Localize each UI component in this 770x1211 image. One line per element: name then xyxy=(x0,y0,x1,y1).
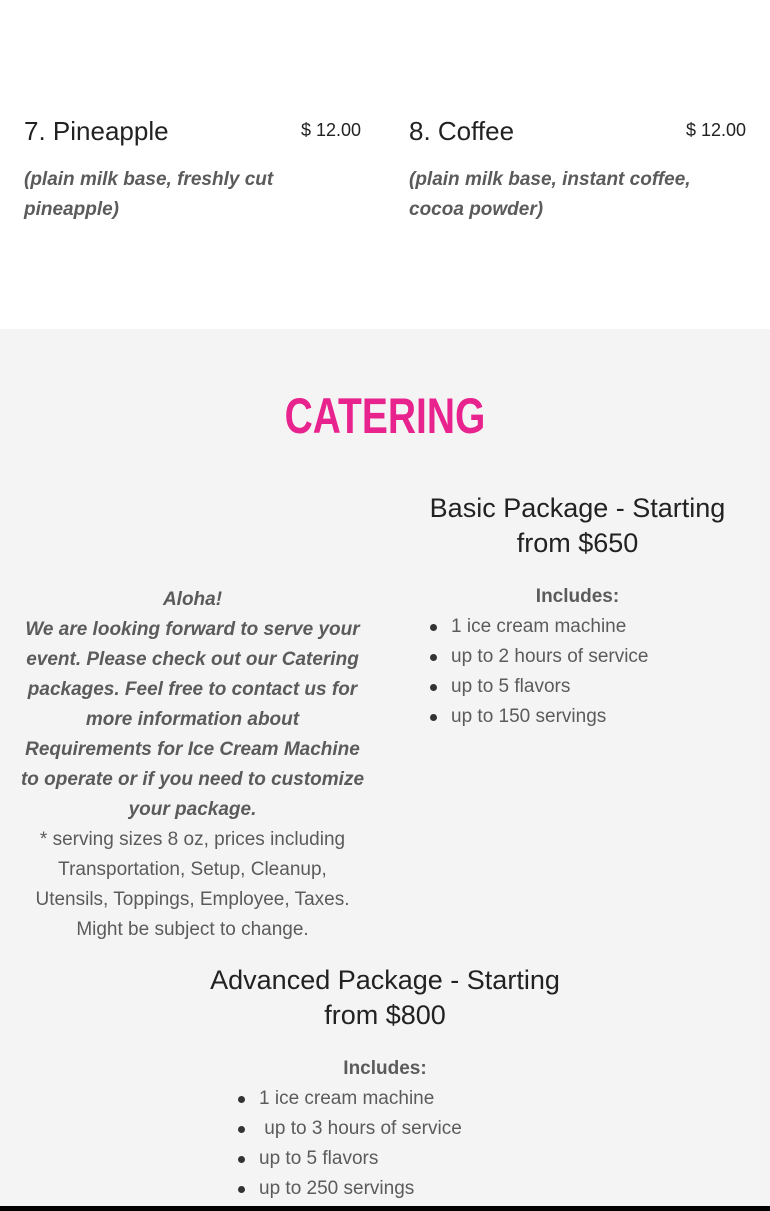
menu-item-name: 7. Pineapple xyxy=(24,116,169,146)
basic-package xyxy=(415,491,740,732)
advanced-package xyxy=(200,963,570,1204)
list-item: up to 2 hours of service xyxy=(451,642,740,672)
includes-label: Includes: xyxy=(343,1058,427,1079)
package-includes-list xyxy=(451,612,740,732)
menu-item-price: $ 12.00 xyxy=(300,120,361,140)
menu-item-name: 8. Coffee xyxy=(409,116,515,146)
bullet-icon xyxy=(430,714,437,721)
package-title: Basic Package - Starting from $650 xyxy=(429,493,726,558)
list-item: up to 3 hours of service xyxy=(259,1114,570,1144)
includes-label: Includes: xyxy=(535,586,620,607)
catering-title: CATERING xyxy=(284,388,486,444)
bullet-icon xyxy=(238,1096,245,1103)
list-item: up to 5 flavors xyxy=(259,1144,570,1174)
menu-item-price: $ 12.00 xyxy=(685,120,746,140)
list-item: 1 ice cream machine xyxy=(259,1084,570,1114)
intro-message: We are looking forward to serve your event. Please check out our Catering packages. Feel free to contact us for more information about Requirements for Ice Cream Machine to operate or if you need to customize your package. xyxy=(20,619,365,820)
bullet-icon xyxy=(430,684,437,691)
package-includes-list xyxy=(259,1084,570,1204)
bullet-icon xyxy=(238,1126,245,1133)
bullet-icon xyxy=(430,624,437,631)
catering-intro xyxy=(20,585,365,945)
bullet-icon xyxy=(238,1156,245,1163)
list-item: up to 150 servings xyxy=(451,702,740,732)
package-title: Advanced Package - Starting from $800 xyxy=(210,965,560,1030)
bottom-bar xyxy=(0,1206,770,1211)
list-item: up to 250 servings xyxy=(259,1174,570,1204)
intro-greeting: Aloha! xyxy=(162,589,223,610)
bullet-icon xyxy=(430,654,437,661)
menu-item-description: (plain milk base, instant coffee, cocoa powder) xyxy=(409,169,691,220)
intro-note: * serving sizes 8 oz, prices including Transportation, Setup, Cleanup, Utensils, Toppings, Employee, Taxes. Might be subject to change. xyxy=(35,829,350,940)
menu-item-description: (plain milk base, freshly cut pineapple) xyxy=(24,169,274,220)
catering-section xyxy=(0,329,770,1206)
list-item: up to 5 flavors xyxy=(451,672,740,702)
list-item: 1 ice cream machine xyxy=(451,612,740,642)
bullet-icon xyxy=(238,1186,245,1193)
menu-section xyxy=(0,0,770,329)
